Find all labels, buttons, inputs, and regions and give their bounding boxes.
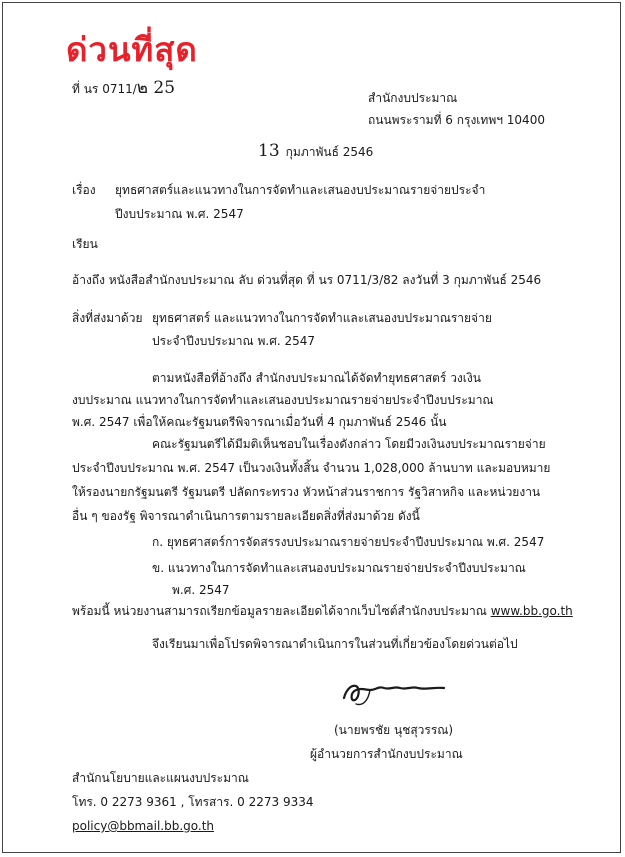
paragraph-2-line-2: ประจำปีงบประมาณ พ.ศ. 2547 เป็นวงเงินทั้งสิ้น จำนวน 1,028,000 ล้านบาท และมอบหมาย — [72, 461, 551, 475]
urgent-stamp: ด่วนที่สุด — [66, 30, 198, 69]
signatory-position: ผู้อำนวยการสำนักงบประมาณ — [310, 747, 463, 761]
paragraph-1-line-2: งบประมาณ แนวทางในการจัดทำและเสนองบประมาณรายจ่ายประจำปีงบประมาณ — [72, 393, 494, 407]
date-month-year: กุมภาพันธ์ 2546 — [285, 145, 374, 159]
closing-line: จึงเรียนมาเพื่อโปรดพิจารณาดำเนินการในส่วนที่เกี่ยวข้องโดยด่วนต่อไป — [152, 637, 518, 651]
paragraph-1-line-1: ตามหนังสือที่อ้างถึง สำนักงบประมาณได้จัดทำยุทธศาสตร์ วงเงิน — [152, 371, 481, 385]
list-item-b-line-1: ข. แนวทางในการจัดทำและเสนองบประมาณรายจ่ายประจำปีงบประมาณ — [152, 561, 526, 575]
list-item-a: ก. ยุทธศาสตร์การจัดสรรงบประมาณรายจ่ายประจำปีงบประมาณ พ.ศ. 2547 — [152, 535, 545, 549]
reference-number-handwritten: ๒ 25 — [136, 78, 176, 98]
website-link[interactable]: www.bb.go.th — [490, 604, 573, 618]
office-name: สำนักงบประมาณ — [368, 91, 458, 105]
paragraph-2-line-4: อื่น ๆ ของรัฐ พิจารณาดำเนินการตามรายละเอียดสิ่งที่ส่งมาด้วย ดังนี้ — [72, 509, 420, 523]
salutation-label: เรียน — [72, 237, 98, 251]
date-day: 13 — [258, 141, 280, 161]
website-line — [72, 603, 573, 619]
enclosure-line-1: ยุทธศาสตร์ และแนวทางในการจัดทำและเสนองบประมาณรายจ่าย — [152, 311, 492, 325]
document-date — [258, 143, 373, 160]
footer-contact: โทร. 0 2273 9361 , โทรสาร. 0 2273 9334 — [72, 795, 314, 809]
signature — [340, 672, 450, 708]
paragraph-2-line-1: คณะรัฐมนตรีได้มีมติเห็นชอบในเรื่องดังกล่าว โดยมีวงเงินงบประมาณรายจ่าย — [152, 437, 546, 451]
footer-department: สำนักนโยบายและแผนงบประมาณ — [72, 771, 249, 785]
paragraph-2-line-3: ให้รองนายกรัฐมนตรี รัฐมนตรี ปลัดกระทรวง หัวหน้าส่วนราชการ รัฐวิสาหกิจ และหน่วยงาน — [72, 485, 541, 499]
reference-prefix: ที่ นร 0711/ — [72, 82, 137, 96]
enclosure-line-2: ประจำปีงบประมาณ พ.ศ. 2547 — [152, 334, 315, 348]
reference-line: อ้างถึง หนังสือสำนักงบประมาณ ลับ ด่วนที่สุด ที่ นร 0711/3/82 ลงวันที่ 3 กุมภาพันธ์ 2546 — [72, 273, 542, 287]
subject-line-1: ยุทธศาสตร์และแนวทางในการจัดทำและเสนองบประมาณรายจ่ายประจำ — [115, 183, 486, 197]
website-prefix: พร้อมนี้ หน่วยงานสามารถเรียกข้อมูลรายละเอียดได้จากเว็บไซต์สำนักงบประมาณ — [72, 604, 487, 618]
subject-line-2: ปีงบประมาณ พ.ศ. 2547 — [115, 207, 244, 221]
signatory-name: (นายพรชัย นุชสุวรรณ) — [334, 723, 454, 737]
paragraph-1-line-3: พ.ศ. 2547 เพื่อให้คณะรัฐมนตรีพิจารณาเมื่อวันที่ 4 กุมภาพันธ์ 2546 นั้น — [72, 415, 447, 429]
reference-number — [72, 80, 175, 97]
footer-email-link[interactable]: policy@bbmail.bb.go.th — [72, 819, 215, 833]
list-item-b-line-2: พ.ศ. 2547 — [172, 583, 230, 597]
subject-label: เรื่อง — [72, 183, 96, 197]
office-address: ถนนพระรามที่ 6 กรุงเทพฯ 10400 — [368, 113, 545, 127]
enclosure-label: สิ่งที่ส่งมาด้วย — [72, 311, 143, 325]
